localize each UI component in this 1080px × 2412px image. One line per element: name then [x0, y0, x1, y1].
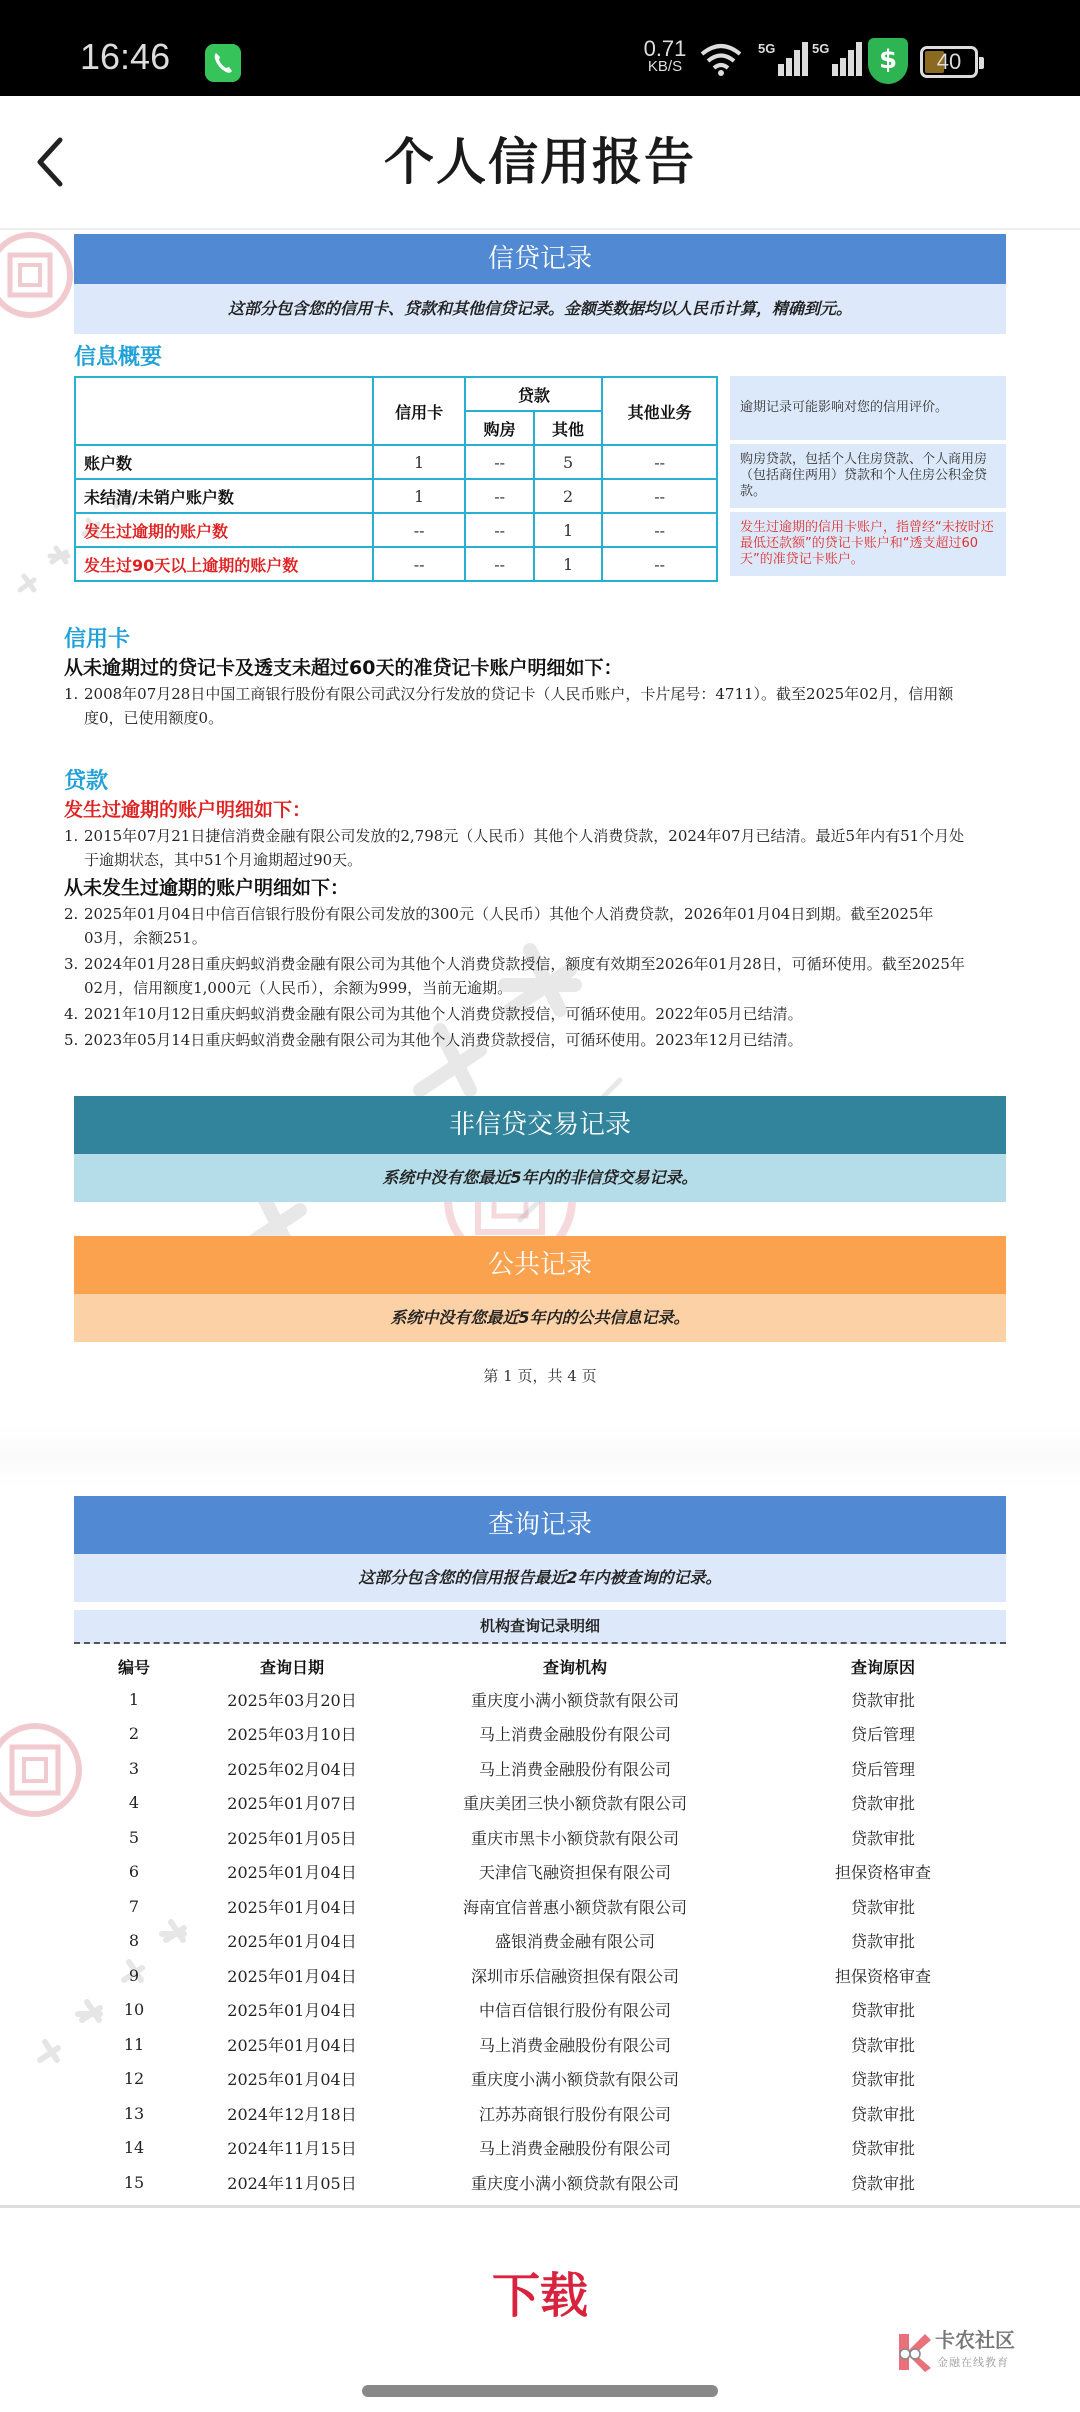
summary-cell-credit-card: 1	[373, 479, 466, 513]
query-cell-date: 2025年03月20日	[227, 1690, 357, 1710]
summary-header-credit-card: 信用卡	[373, 377, 466, 445]
public-records-header: 公共记录	[74, 1236, 1006, 1294]
bottom-bar	[0, 2205, 1080, 2412]
page-number: 第 1 页，共 4 页	[483, 1367, 597, 1385]
query-records-description: 这部分包含您的信用报告最近2年内被查询的记录。	[74, 1554, 1006, 1602]
query-row	[74, 2062, 1006, 2097]
query-cell-reason: 贷款审批	[850, 2104, 915, 2124]
credit-records-description: 这部分包含您的信用卡、贷款和其他信贷记录。金额类数据均以人民币计算，精确到元。	[74, 284, 1006, 334]
loan-section-title: 贷款	[64, 769, 109, 794]
query-cell-reason: 贷款审批	[850, 1828, 915, 1848]
item-line-2: 02月，信用额度1,000元（人民币），余额为999，当前无逾期。	[84, 979, 513, 997]
column-header-number: 编号	[117, 1657, 150, 1677]
network-speed-value: 0.71	[643, 36, 687, 61]
loan-normal-item-3	[64, 952, 1024, 1000]
summary-cell-loan-house: --	[465, 479, 533, 513]
query-row	[74, 2096, 1006, 2131]
query-cell-number: 10	[123, 2000, 145, 2020]
column-header-institution: 查询机构	[542, 1657, 607, 1677]
summary-header-loan-house: 购房	[465, 411, 533, 445]
summary-cell-loan-house: --	[465, 547, 533, 581]
item-number: 1.	[64, 827, 79, 845]
query-cell-reason: 贷款审批	[850, 2139, 915, 2159]
summary-row-label: 发生过逾期的账户数	[75, 513, 373, 547]
kanong-logo-icon	[895, 2332, 931, 2372]
query-cell-date: 2025年03月10日	[227, 1725, 357, 1745]
query-cell-reason: 贷后管理	[850, 1759, 915, 1779]
security-shield-icon: $	[868, 38, 908, 84]
summary-cell-credit-card: --	[373, 513, 466, 547]
query-cell-number: 5	[128, 1827, 140, 1847]
summary-cell-other-business: --	[602, 445, 717, 479]
item-number: 4.	[64, 1005, 79, 1023]
query-cell-number: 3	[128, 1758, 140, 1778]
query-cell-date: 2025年01月04日	[227, 1897, 357, 1917]
note-overdue-impact: 逾期记录可能影响对您的信用评价。	[730, 376, 1006, 440]
query-cell-number: 8	[128, 1931, 140, 1951]
summary-notes	[730, 376, 1006, 580]
query-row	[74, 1717, 1006, 1752]
item-number: 2.	[64, 905, 79, 923]
column-header-date: 查询日期	[259, 1657, 324, 1677]
loan-overdue-item-1	[64, 824, 1024, 872]
page-break	[0, 1426, 1080, 1486]
item-number: 3.	[64, 955, 79, 973]
item-number: 1.	[64, 685, 79, 703]
wifi-icon	[700, 42, 742, 78]
phone-call-icon	[205, 44, 241, 82]
query-cell-date: 2025年02月04日	[227, 1759, 357, 1779]
summary-cell-loan-house: --	[465, 513, 533, 547]
loan-normal-item-4	[64, 1002, 1024, 1026]
credit-records-header: 信贷记录	[74, 234, 1006, 284]
query-cell-institution: 马上消费金融股份有限公司	[478, 2035, 671, 2055]
query-cell-number: 13	[123, 2103, 145, 2123]
query-cell-institution: 海南宜信普惠小额贷款有限公司	[462, 1897, 687, 1917]
query-cell-number: 6	[128, 1862, 140, 1882]
query-cell-reason: 担保资格审查	[834, 1863, 931, 1883]
summary-cell-other-business: --	[602, 547, 717, 581]
public-records-description: 系统中没有您最近5年内的公共信息记录。	[74, 1294, 1006, 1342]
query-cell-date: 2025年01月04日	[227, 1863, 357, 1883]
query-row	[74, 1786, 1006, 1821]
cell-signal-2-icon	[812, 42, 864, 78]
query-row	[74, 1751, 1006, 1786]
item-line-2: 于逾期状态，其中51个月逾期超过90天。	[84, 851, 363, 869]
query-cell-institution: 马上消费金融股份有限公司	[478, 2139, 671, 2159]
query-cell-date: 2025年01月04日	[227, 1932, 357, 1952]
query-cell-reason: 贷款审批	[850, 2001, 915, 2021]
credit-card-section-title: 信用卡	[64, 627, 131, 652]
brand-name: 卡农社区	[935, 2328, 1015, 2352]
query-cell-institution: 重庆度小满小额贷款有限公司	[470, 1690, 679, 1710]
query-cell-reason: 贷款审批	[850, 2070, 915, 2090]
summary-row	[75, 547, 717, 581]
loan-overdue-subtitle: 发生过逾期的账户明细如下：	[64, 799, 312, 821]
item-line-2: 度0，已使用额度0。	[84, 709, 224, 727]
loan-normal-item-2	[64, 902, 1024, 950]
summary-row	[75, 479, 717, 513]
query-cell-institution: 马上消费金融股份有限公司	[478, 1759, 671, 1779]
summary-cell-other-business: --	[602, 513, 717, 547]
summary-cell-loan-other: 1	[534, 547, 602, 581]
query-cell-number: 4	[128, 1793, 140, 1813]
note-house-loan-definition: 购房贷款，包括个人住房贷款、个人商用房（包括商住两用）贷款和个人住房公积金贷款。	[730, 444, 1006, 508]
summary-cell-credit-card: 1	[373, 445, 466, 479]
query-cell-date: 2024年12月18日	[227, 2104, 357, 2124]
query-row	[74, 1889, 1006, 1924]
home-indicator[interactable]	[362, 2385, 718, 2397]
query-records-header: 查询记录	[74, 1496, 1006, 1554]
query-cell-institution: 重庆美团三快小额贷款有限公司	[462, 1794, 687, 1814]
query-cell-reason: 贷款审批	[850, 1794, 915, 1814]
query-cell-reason: 担保资格审查	[834, 1966, 931, 1986]
summary-cell-loan-other: 5	[534, 445, 602, 479]
query-cell-date: 2025年01月04日	[227, 1966, 357, 1986]
summary-row-label: 账户数	[75, 445, 373, 479]
summary-header-loan-other: 其他	[534, 411, 602, 445]
status-bar	[0, 0, 1080, 96]
item-line-1: 2023年05月14日重庆蚂蚁消费金融有限公司为其他个人消费贷款授信，可循环使用。2023年12月已结清。	[84, 1031, 803, 1049]
query-row	[74, 2027, 1006, 2062]
query-cell-number: 9	[128, 1965, 140, 1985]
query-detail-subtitle: 机构查询记录明细	[74, 1610, 1006, 1644]
network-speed	[640, 36, 690, 76]
item-line-1: 2008年07月28日中国工商银行股份有限公司武汉分行发放的贷记卡（人民币账户，卡片尾号：4711）。截至2025年02月，信用额	[84, 685, 954, 703]
query-cell-number: 15	[123, 2172, 145, 2192]
item-line-1: 2021年10月12日重庆蚂蚁消费金融有限公司为其他个人消费贷款授信，可循环使用。2022年05月已结清。	[84, 1005, 803, 1023]
cell-signal-1-icon	[758, 42, 810, 78]
signal-2-label: 5G	[812, 41, 830, 56]
battery-icon	[920, 46, 978, 78]
query-row	[74, 1958, 1006, 1993]
query-cell-number: 7	[128, 1896, 140, 1916]
credit-card-item-1	[64, 682, 1024, 730]
summary-row	[75, 513, 717, 547]
non-credit-description: 系统中没有您最近5年内的非信贷交易记录。	[74, 1154, 1006, 1202]
network-speed-unit: KB/S	[647, 58, 683, 75]
query-cell-institution: 重庆度小满小额贷款有限公司	[470, 2173, 679, 2193]
query-cell-date: 2024年11月15日	[227, 2139, 357, 2159]
summary-header-other-business: 其他业务	[602, 377, 717, 445]
non-credit-header: 非信贷交易记录	[74, 1096, 1006, 1154]
query-cell-date: 2025年01月05日	[227, 1828, 357, 1848]
summary-row-label: 未结清/未销户账户数	[75, 479, 373, 513]
summary-row	[75, 445, 717, 479]
summary-cell-loan-other: 1	[534, 513, 602, 547]
query-cell-institution: 江苏苏商银行股份有限公司	[478, 2104, 671, 2124]
query-cell-institution: 马上消费金融股份有限公司	[478, 1725, 671, 1745]
credit-report-document[interactable]	[0, 228, 1080, 2203]
query-row	[74, 1993, 1006, 2028]
query-cell-reason: 贷后管理	[850, 1725, 915, 1745]
query-cell-reason: 贷款审批	[850, 2173, 915, 2193]
query-cell-reason: 贷款审批	[850, 2035, 915, 2055]
note-overdue-card-definition: 发生过逾期的信用卡账户，指曾经“未按时还最低还款额”的贷记卡账户和“透支超过60天”的准贷记卡账户。	[730, 512, 1006, 576]
summary-title: 信息概要	[74, 345, 163, 370]
query-cell-number: 2	[128, 1724, 140, 1744]
query-records-table	[74, 1650, 1006, 2200]
query-cell-date: 2025年01月04日	[227, 2070, 357, 2090]
download-button[interactable]: 下载	[491, 2268, 588, 2324]
summary-table	[74, 376, 718, 582]
summary-cell-credit-card: --	[373, 547, 466, 581]
brand-watermark	[895, 2326, 1045, 2378]
app-header	[0, 96, 1080, 228]
query-cell-institution: 深圳市乐信融资担保有限公司	[470, 1966, 679, 1986]
query-cell-institution: 重庆度小满小额贷款有限公司	[470, 2070, 679, 2090]
query-cell-institution: 盛银消费金融有限公司	[494, 1932, 655, 1952]
query-row	[74, 1855, 1006, 1890]
query-cell-institution: 中信百信银行股份有限公司	[478, 2001, 671, 2021]
watermark-seal-top	[0, 230, 80, 340]
item-line-2: 03月，余额251。	[84, 929, 207, 947]
status-time: 16:46	[80, 36, 171, 77]
item-line-1: 2025年01月04日中信百信银行股份有限公司发放的300元（人民币）其他个人消费贷款，2026年01月04日到期。截至2025年	[84, 905, 934, 923]
query-row	[74, 2131, 1006, 2166]
query-cell-reason: 贷款审批	[850, 1932, 915, 1952]
credit-card-section-subtitle: 从未逾期过的贷记卡及透支未超过60天的准贷记卡账户明细如下：	[64, 657, 623, 679]
signal-1-label: 5G	[758, 41, 776, 56]
query-cell-date: 2025年01月04日	[227, 2035, 357, 2055]
query-cell-number: 12	[123, 2069, 145, 2089]
column-header-reason: 查询原因	[850, 1657, 915, 1677]
query-row	[74, 1682, 1006, 1717]
query-row	[74, 1924, 1006, 1959]
summary-cell-other-business: --	[602, 479, 717, 513]
summary-cell-loan-other: 2	[534, 479, 602, 513]
query-cell-reason: 贷款审批	[850, 1690, 915, 1710]
query-cell-date: 2025年01月07日	[227, 1794, 357, 1814]
query-cell-date: 2025年01月04日	[227, 2001, 357, 2021]
summary-row-label: 发生过90天以上逾期的账户数	[75, 547, 373, 581]
query-cell-number: 11	[123, 2034, 145, 2054]
query-cell-institution: 天津信飞融资担保有限公司	[478, 1863, 671, 1883]
page-title: 个人信用报告	[384, 133, 696, 191]
loan-normal-item-5	[64, 1028, 1024, 1052]
summary-header-blank	[75, 377, 373, 445]
query-cell-institution: 重庆市黑卡小额贷款有限公司	[470, 1828, 679, 1848]
brand-tagline: 金融在线教育	[937, 2356, 1009, 2369]
battery-level: 40	[936, 49, 962, 74]
query-row	[74, 1820, 1006, 1855]
summary-cell-loan-house: --	[465, 445, 533, 479]
summary-header-loan: 贷款	[465, 377, 602, 411]
query-cell-number: 1	[128, 1689, 140, 1709]
item-line-1: 2015年07月21日捷信消费金融有限公司发放的2,798元（人民币）其他个人消费贷款，2024年07月已结清。最近5年内有51个月处	[84, 827, 965, 845]
query-cell-date: 2024年11月05日	[227, 2173, 357, 2193]
query-row	[74, 2165, 1006, 2200]
item-number: 5.	[64, 1031, 79, 1049]
item-line-1: 2024年01月28日重庆蚂蚁消费金融有限公司为其他个人消费贷款授信，额度有效期至2026年01月28日，可循环使用。截至2025年	[84, 955, 965, 973]
loan-normal-subtitle: 从未发生过逾期的账户明细如下：	[64, 877, 350, 899]
query-cell-number: 14	[123, 2138, 145, 2158]
query-cell-reason: 贷款审批	[850, 1897, 915, 1917]
